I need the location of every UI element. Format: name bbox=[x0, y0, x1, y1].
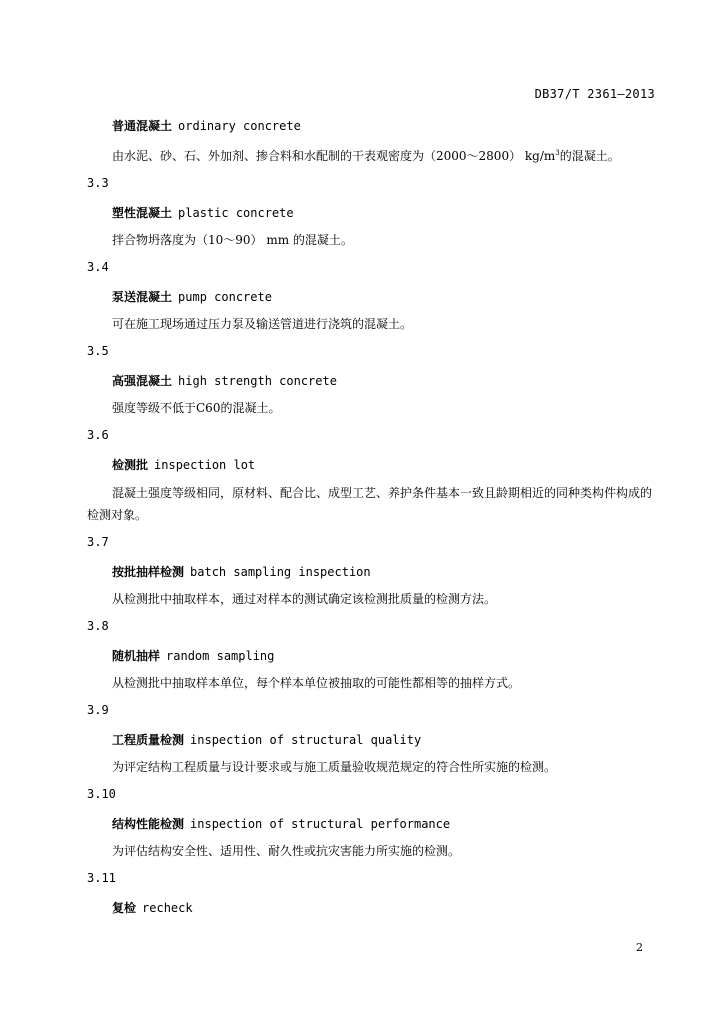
term-english: recheck bbox=[142, 901, 193, 915]
term-english: batch sampling inspection bbox=[190, 565, 371, 579]
term-chinese: 高强混凝土 bbox=[112, 374, 173, 388]
term-entry bbox=[87, 726, 662, 778]
clause-number: 3.5 bbox=[87, 344, 109, 358]
term-english: random sampling bbox=[166, 649, 275, 663]
term-heading bbox=[112, 894, 662, 922]
term-definition: 为评估结构安全性、适用性、耐久性或抗灾害能力所实施的检测。 bbox=[112, 844, 461, 858]
term-entry bbox=[87, 810, 662, 862]
term-chinese: 随机抽样 bbox=[112, 649, 161, 663]
term-definition: 强度等级不低于C60的混凝土。 bbox=[112, 401, 281, 415]
definition-text: 由水泥、砂、石、外加剂、掺合料和水配制的干表观密度为（2000～2800） kg/m bbox=[112, 149, 556, 163]
term-entry bbox=[87, 199, 662, 251]
term-definition: 混凝土强度等级相同，原材料、配合比、成型工艺、养护条件基本一致且龄期相近的同种类构件构成的检测对象。 bbox=[87, 486, 653, 522]
page-number: 2 bbox=[636, 941, 643, 954]
term-heading bbox=[112, 283, 662, 311]
term-english: plastic concrete bbox=[178, 206, 294, 220]
term-chinese: 普通混凝土 bbox=[112, 119, 173, 133]
term-heading bbox=[112, 112, 662, 140]
term-entry bbox=[87, 112, 662, 167]
term-entry bbox=[87, 558, 662, 610]
clause-number: 3.10 bbox=[87, 787, 116, 801]
term-heading bbox=[112, 367, 662, 395]
term-heading bbox=[112, 199, 662, 227]
term-definition: 从检测批中抽取样本单位，每个样本单位被抽取的可能性都相等的抽样方式。 bbox=[112, 676, 521, 690]
clause-number: 3.7 bbox=[87, 535, 109, 549]
term-english: pump concrete bbox=[178, 290, 272, 304]
document-code: DB37/T 2361—2013 bbox=[534, 87, 655, 101]
term-english: high strength concrete bbox=[178, 374, 337, 388]
term-heading bbox=[112, 558, 662, 586]
term-entry bbox=[87, 283, 662, 335]
term-english: inspection of structural performance bbox=[190, 817, 451, 831]
term-entry bbox=[87, 451, 662, 526]
term-entry bbox=[87, 367, 662, 419]
term-definition: 从检测批中抽取样本，通过对样本的测试确定该检测批质量的检测方法。 bbox=[112, 592, 497, 606]
term-heading bbox=[112, 726, 662, 754]
term-chinese: 复检 bbox=[112, 901, 137, 915]
term-definition: 拌合物坍落度为（10～90） mm 的混凝土。 bbox=[112, 233, 353, 247]
term-heading bbox=[112, 810, 662, 838]
clause-number: 3.4 bbox=[87, 260, 109, 274]
term-definition: 为评定结构工程质量与设计要求或与施工质量验收规范规定的符合性所实施的检测。 bbox=[112, 760, 557, 774]
clause-number: 3.9 bbox=[87, 703, 109, 717]
term-chinese: 按批抽样检测 bbox=[112, 565, 185, 579]
term-chinese: 塑性混凝土 bbox=[112, 206, 173, 220]
term-english: inspection of structural quality bbox=[190, 733, 422, 747]
term-entry bbox=[87, 642, 662, 694]
clause-number: 3.3 bbox=[87, 176, 109, 190]
term-chinese: 工程质量检测 bbox=[112, 733, 185, 747]
term-heading bbox=[112, 451, 662, 479]
clause-number: 3.6 bbox=[87, 428, 109, 442]
terms-section bbox=[87, 112, 662, 922]
term-chinese: 结构性能检测 bbox=[112, 817, 185, 831]
term-chinese: 泵送混凝土 bbox=[112, 290, 173, 304]
superscript: 3 bbox=[555, 149, 560, 157]
term-english: inspection lot bbox=[154, 458, 256, 472]
term-definition bbox=[112, 142, 662, 167]
term-heading bbox=[112, 642, 662, 670]
term-english: ordinary concrete bbox=[178, 119, 301, 133]
term-chinese: 检测批 bbox=[112, 458, 149, 472]
clause-number: 3.8 bbox=[87, 619, 109, 633]
term-entry bbox=[87, 894, 662, 922]
definition-text: 的混凝土。 bbox=[559, 149, 620, 163]
clause-number: 3.11 bbox=[87, 871, 116, 885]
term-definition: 可在施工现场通过压力泵及输送管道进行浇筑的混凝土。 bbox=[112, 317, 413, 331]
